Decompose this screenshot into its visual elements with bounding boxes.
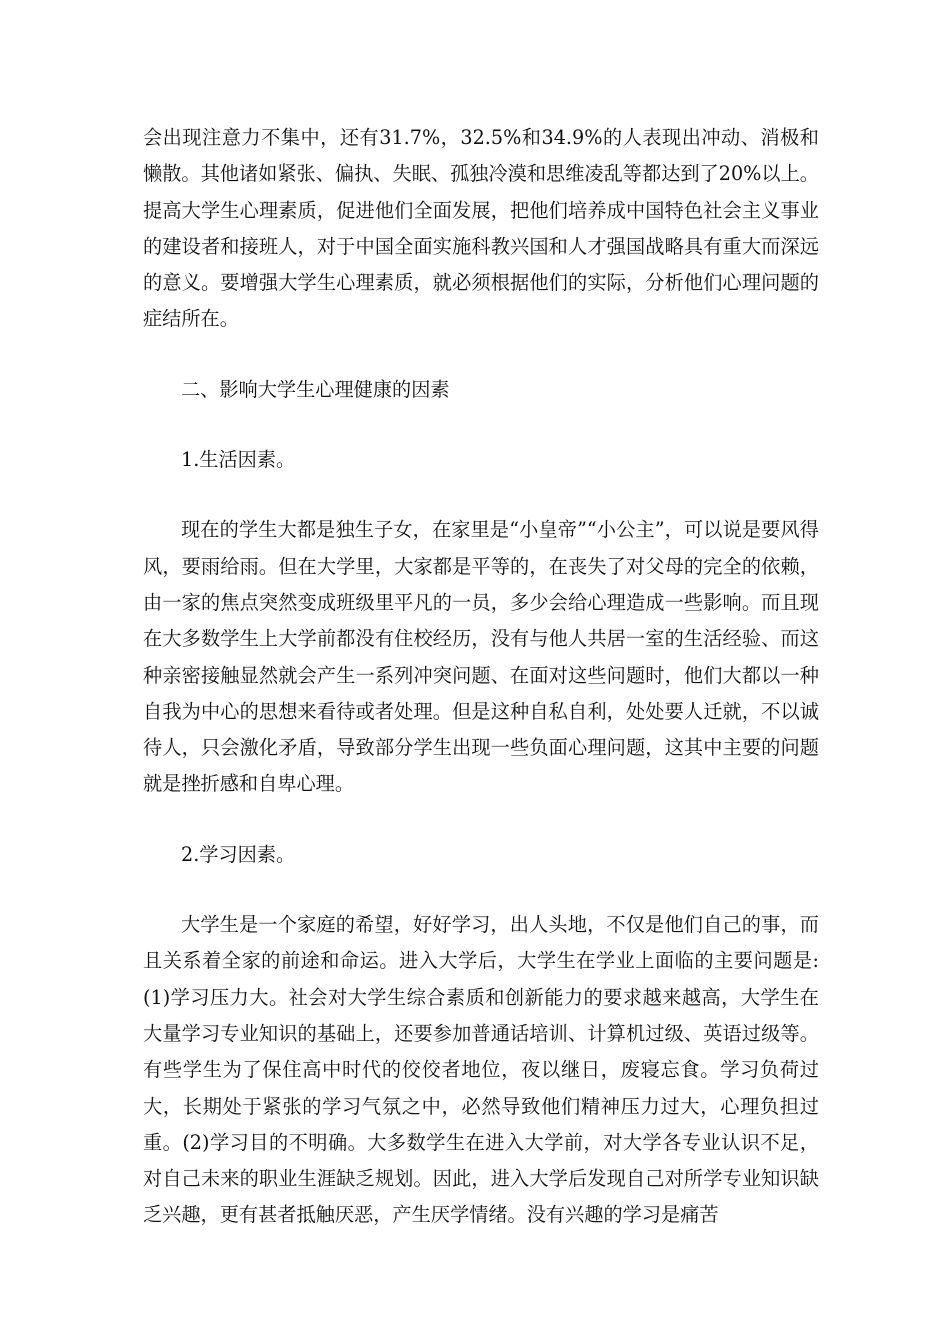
document-page xyxy=(143,120,819,1234)
section-heading-2: 二、影响大学生心理健康的因素 xyxy=(181,377,450,401)
body-paragraph-life: 现在的学生大都是独生子女，在家里是“小皇帝”“小公主”，可以说是要风得风，要雨给雨。但在大学里，大家都是平等的，在丧失了对父母的完全的依赖，由一家的焦点突然变成班级里平凡的一员，多少会给心理造成一些影响。而且现在大多数学生上大学前都没有住校经历，没有与他人共居一室的生活经验、而这种亲密接触显然就会产生一系列冲突问题、在面对这些问题时，他们大都以一种自我为中心的思想来看待或者处理。但是这种自私自利，处处要人迁就，不以诚待人，只会激化矛盾，导致部分学生出现一些负面心理问题，这其中主要的问题就是挫折感和自卑心理。 xyxy=(143,518,819,796)
paragraph-spacer xyxy=(143,478,819,512)
paragraph-spacer xyxy=(143,873,819,907)
subsection-heading-life: 1.生活因素。 xyxy=(181,448,296,472)
paragraph-spacer xyxy=(143,803,819,837)
subsection-heading-study: 2.学习因素。 xyxy=(181,842,296,866)
paragraph-spacer xyxy=(143,408,819,442)
body-paragraph-study: 大学生是一个家庭的希望，好好学习，出人头地，不仅是他们自己的事，而且关系着全家的前途和命运。进入大学后，大学生在学业上面临的主要问题是:(1)学习压力大。社会对大学生综合素质和创新能力的要求越来越高，大学生在大量学习专业知识的基础上，还要参加普通话培训、计算机过级、英语过级等。有些学生为了保住高中时代的佼佼者地位，夜以继日，废寝忘食。学习负荷过大，长期处于紧张的学习气氛之中，必然导致他们精神压力过大，心理负担过重。(2)学习目的不明确。大多数学生在进入大学前，对大学各专业认识不足，对自己未来的职业生涯缺乏规划。因此，进入大学后发现自己对所学专业知识缺乏兴趣，更有甚者抵触厌恶，产生厌学情绪。没有兴趣的学习是痛苦 xyxy=(143,913,819,1227)
body-paragraph-1: 会出现注意力不集中，还有31.7%，32.5%和34.9%的人表现出冲动、消极和懒散。其他诸如紧张、偏执、失眠、孤独冷漠和思维凌乱等都达到了20%以上。提高大学生心理素质，促进他们全面发展，把他们培养成中国特色社会主义事业的建设者和接班人，对于中国全面实施科教兴国和人才强国战略具有重大而深远的意义。要增强大学生心理素质，就必须根据他们的实际，分析他们心理问题的症结所在。 xyxy=(143,126,819,331)
paragraph-spacer xyxy=(143,338,819,372)
